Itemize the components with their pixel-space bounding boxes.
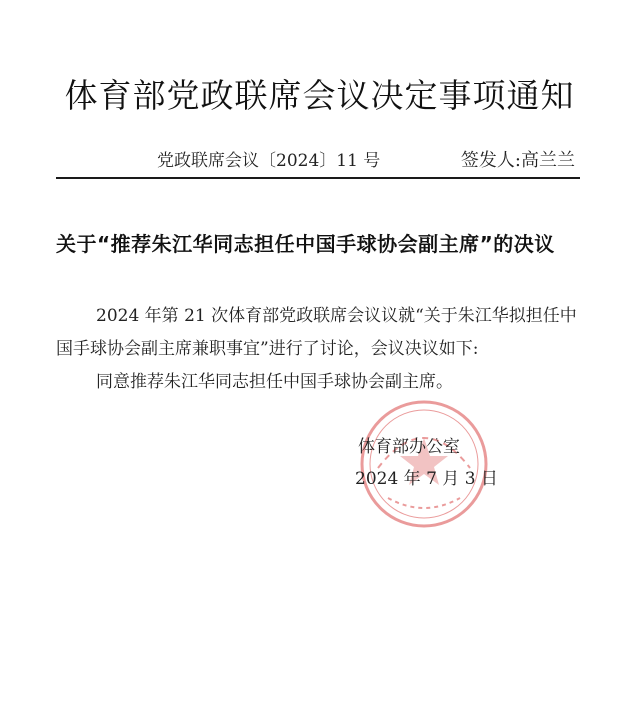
header-divider xyxy=(56,177,580,179)
document-number: 党政联席会议〔2024〕11 号 xyxy=(157,151,381,171)
document-body xyxy=(56,300,586,399)
body-paragraph: 2024 年第 21 次体育部党政联席会议议就“关于朱江华拟担任中国手球协会副主席兼职事宜”进行了讨论，会议决议如下: xyxy=(56,306,577,359)
document-title: 体育部党政联席会议决定事项通知 xyxy=(64,76,575,115)
signature-organization: 体育部办公室 xyxy=(358,437,460,457)
signature-date: 2024 年 7 月 3 日 xyxy=(355,469,498,489)
issuer: 签发人:高兰兰 xyxy=(460,150,575,171)
document-subject: 关于“推荐朱江华同志担任中国手球协会副主席”的决议 xyxy=(56,232,555,256)
body-paragraph: 同意推荐朱江华同志担任中国手球协会副主席。 xyxy=(96,372,453,392)
